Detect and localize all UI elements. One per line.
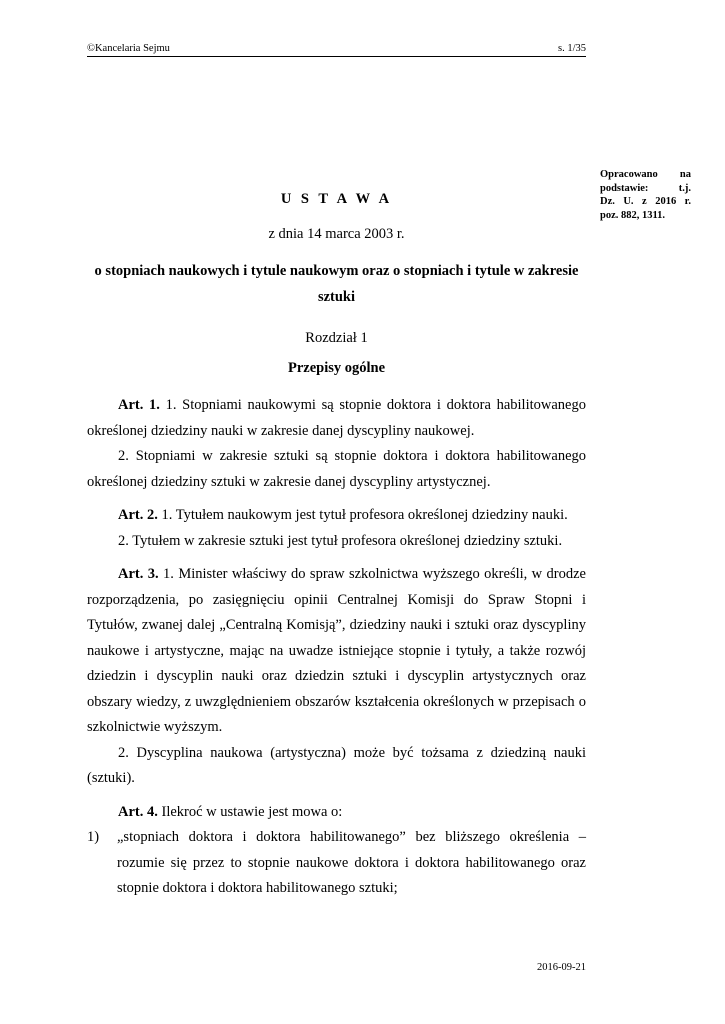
document-date: z dnia 14 marca 2003 r. [268, 226, 405, 242]
article-3-paragraph-1 [87, 562, 586, 741]
paragraph-text: 1. Minister właściwy do spraw szkolnictwa wyższego określi, w drodze rozporządzenia, po zasięgnięciu opinii Centralnej Komisji do Spraw Stopni i Tytułów, zwanej dalej „Centralną Komisją”, dziedziny nauki i sztuki oraz dyscypliny naukowe i artystyczne, mając na uwadze istniejące stopnie i tytuły, a także rozwój dziedzin i dyscyplin nauki oraz dziedzin sztuki i dyscyplin artystycznych oraz obszary wiedzy, z uwzględnieniem obszarów kształcenia określonych w przepisach o szkolnictwie wyższym. [87, 566, 586, 735]
article-1-paragraph-2: 2. Stopniami w zakresie sztuki są stopnie doktora i doktora habilitowanego określonej dziedziny sztuki w zakresie danej dyscypliny artystycznej. [87, 448, 586, 490]
document-body [87, 393, 586, 902]
list-item-number: 1) [87, 829, 100, 845]
paragraph-text: 1. Tytułem naukowym jest tytuł profesora określonej dziedziny nauki. [161, 507, 568, 523]
article-2-paragraph-1 [87, 503, 586, 529]
chapter-number: Rozdział 1 [305, 330, 368, 346]
source-note-line: podstawie: t.j. [600, 182, 691, 194]
article-4-intro [87, 800, 586, 826]
article-2-paragraph-2: 2. Tytułem w zakresie sztuki jest tytuł profesora określonej dziedziny sztuki. [118, 532, 563, 549]
chapter-title: Przepisy ogólne [287, 360, 386, 376]
header-divider [87, 56, 586, 57]
source-note-line: poz. 882, 1311. [600, 209, 666, 221]
page-number: s. 1/35 [557, 43, 586, 54]
list-item-text: „stopniach doktora i doktora habilitowanego” bez bliższego określenia – rozumie się przez to stopnie naukowe doktora i doktora habilitowanego oraz stopnie doktora i doktora habilitowanego sztuki; [117, 829, 586, 896]
source-note-line: Dz. U. z 2016 r. [600, 196, 691, 207]
article-label: Art. 4. [118, 803, 158, 820]
footer-date: 2016-09-21 [537, 962, 586, 973]
header-source: ©Kancelaria Sejmu [87, 43, 170, 54]
article-label: Art. 2. [118, 507, 158, 523]
paragraph-text: Ilekroć w ustawie jest mowa o: [161, 803, 343, 820]
source-note-line: Opracowano na [600, 169, 691, 180]
document-subtitle: o stopniach naukowych i tytule naukowym oraz o stopniach i tytule w zakresie sztuki [94, 263, 579, 305]
list-item [87, 825, 586, 902]
paragraph-text: 1. Stopniami naukowymi są stopnie doktora i doktora habilitowanego określonej dziedziny nauki w zakresie danej dyscypliny naukowej. [87, 397, 586, 439]
article-3-paragraph-2: 2. Dyscyplina naukowa (artystyczna) może być tożsama z dziedziną nauki (sztuki). [87, 744, 586, 786]
article-1-paragraph-1 [87, 393, 586, 444]
article-label: Art. 1. [118, 397, 160, 413]
source-note [600, 168, 691, 222]
article-label: Art. 3. [118, 566, 159, 582]
document-title: U S T A W A [280, 191, 393, 207]
